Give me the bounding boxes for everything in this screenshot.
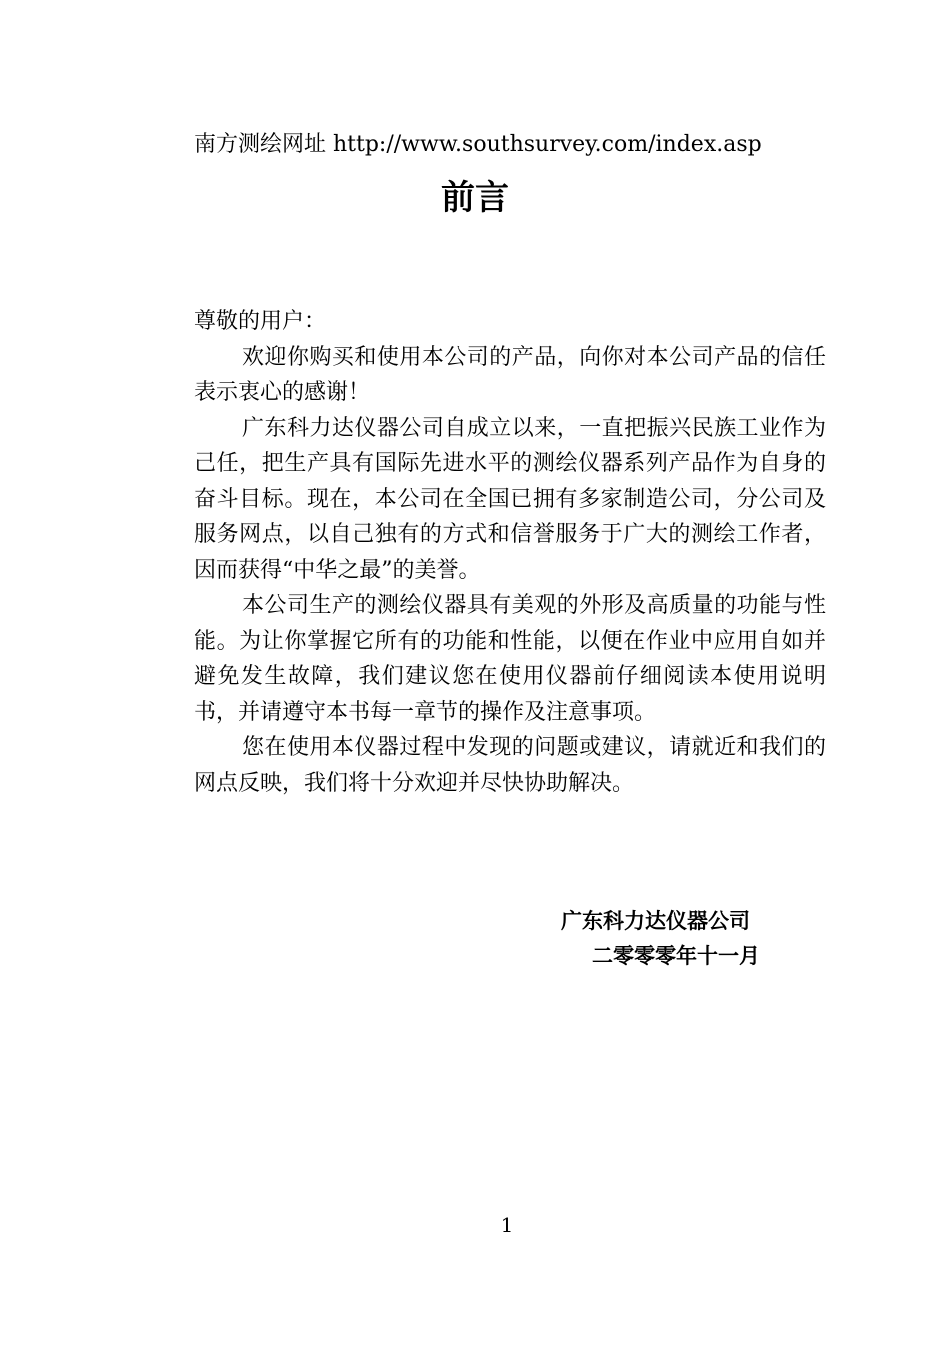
page-number: 1 (500, 1213, 514, 1237)
paragraph-company-history: 广东科力达仪器公司自成立以来，一直把振兴民族工业作为己任，把生产具有国际先进水平的测绘仪器系列产品作为自身的奋斗目标。现在，本公司在全国已拥有多家制造公司，分公司及服务网点，以自己独有的方式和信誉服务于广大的测绘工作者，因而获得“中华之最”的美誉。 (194, 415, 826, 583)
paragraph-product-quality: 本公司生产的测绘仪器具有美观的外形及高质量的功能与性能。为让你掌握它所有的功能和性能，以便在作业中应用自如并避免发生故障，我们建议您在使用仪器前仔细阅读本使用说明书，并请遵守本书每一章节的操作及注意事项。 (194, 593, 826, 725)
signature-block (561, 904, 760, 974)
body-text (194, 304, 826, 801)
paragraph-feedback: 您在使用本仪器过程中发现的问题或建议，请就近和我们的网点反映，我们将十分欢迎并尽快协助解决。 (194, 735, 826, 796)
salutation: 尊敬的用户： (194, 309, 327, 334)
signature-date: 二零零零年十一月 (592, 944, 760, 968)
website-url-line: 南方测绘网址 http://www.southsurvey.com/index.asp (194, 132, 762, 157)
signature-company: 广东科力达仪器公司 (561, 909, 750, 933)
paragraph-welcome: 欢迎你购买和使用本公司的产品，向你对本公司产品的信任表示衷心的感谢！ (194, 344, 826, 405)
page-title: 前言 (441, 178, 509, 218)
